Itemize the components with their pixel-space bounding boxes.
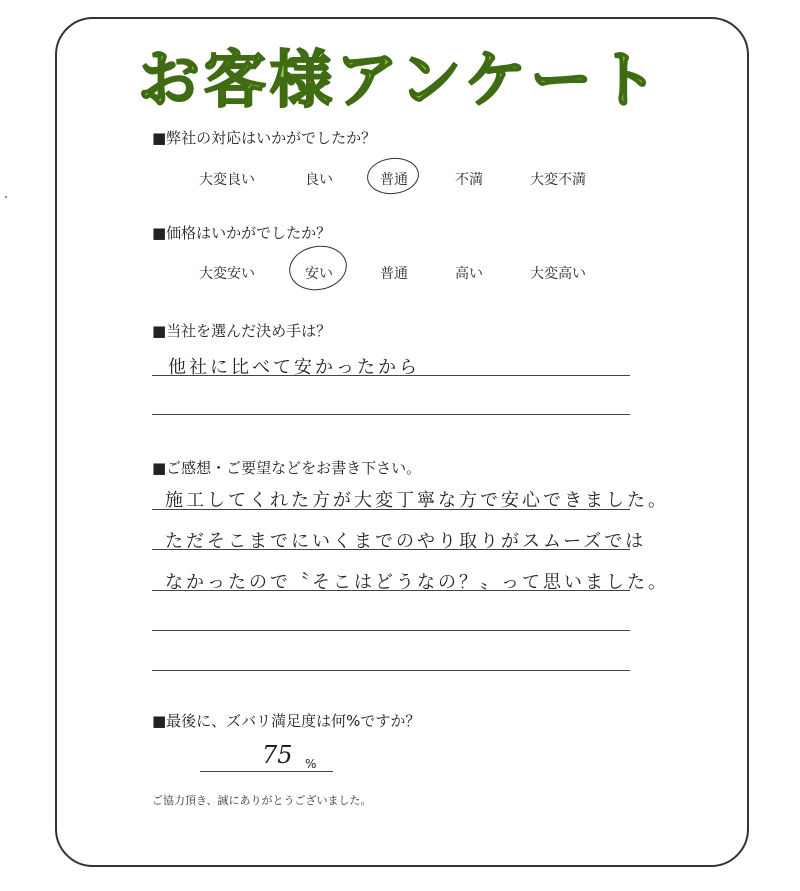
answer-comments-line-2: ただそこまでにいくまでのやり取りがスムーズでは	[165, 531, 647, 552]
answer-comments-line-3: なかったので〝そこはどうなの？〟って思いました。	[165, 572, 669, 593]
option-price-very-expensive[interactable]: 大変高い	[530, 266, 586, 282]
satisfaction-line	[200, 771, 333, 772]
survey-title: お客様アンケート	[137, 43, 663, 116]
option-service-dissatisfied[interactable]: 不満	[455, 172, 483, 188]
option-service-very-good[interactable]: 大変良い	[199, 172, 255, 188]
option-price-expensive[interactable]: 高い	[455, 266, 483, 282]
option-price-normal[interactable]: 普通	[380, 266, 408, 282]
satisfaction-unit: %	[305, 757, 317, 771]
answer-line	[152, 509, 630, 510]
question-price: ■価格はいかがでしたか？	[152, 224, 332, 242]
answer-line	[152, 670, 630, 671]
option-service-very-dissatisfied[interactable]: 大変不満	[530, 172, 586, 188]
option-service-normal[interactable]: 普通	[380, 172, 408, 188]
satisfaction-value: 75	[262, 741, 293, 769]
answer-line	[152, 414, 630, 415]
question-deciding-factor: ■当社を選んだ決め手は？	[152, 322, 332, 340]
thank-you-note: ご協力頂き、誠にありがとうございました。	[152, 794, 372, 807]
answer-line	[152, 630, 630, 631]
option-price-very-cheap[interactable]: 大変安い	[199, 266, 255, 282]
option-price-cheap[interactable]: 安い	[305, 266, 333, 282]
answer-line	[152, 375, 630, 376]
question-satisfaction: ■最後に、ズバリ満足度は何%ですか？	[152, 712, 421, 730]
scan-speck	[5, 196, 7, 198]
answer-line	[152, 590, 630, 591]
question-service: ■弊社の対応はいかがでしたか？	[152, 129, 377, 147]
question-comments: ■ご感想・ご要望などをお書き下さい。	[152, 459, 422, 477]
answer-line	[152, 549, 630, 550]
answer-comments-line-1: 施工してくれた方が大変丁寧な方で安心できました。	[165, 490, 669, 511]
option-service-good[interactable]: 良い	[305, 172, 333, 188]
answer-deciding-factor-line-1: 他社に比べて安かったから	[168, 357, 420, 378]
